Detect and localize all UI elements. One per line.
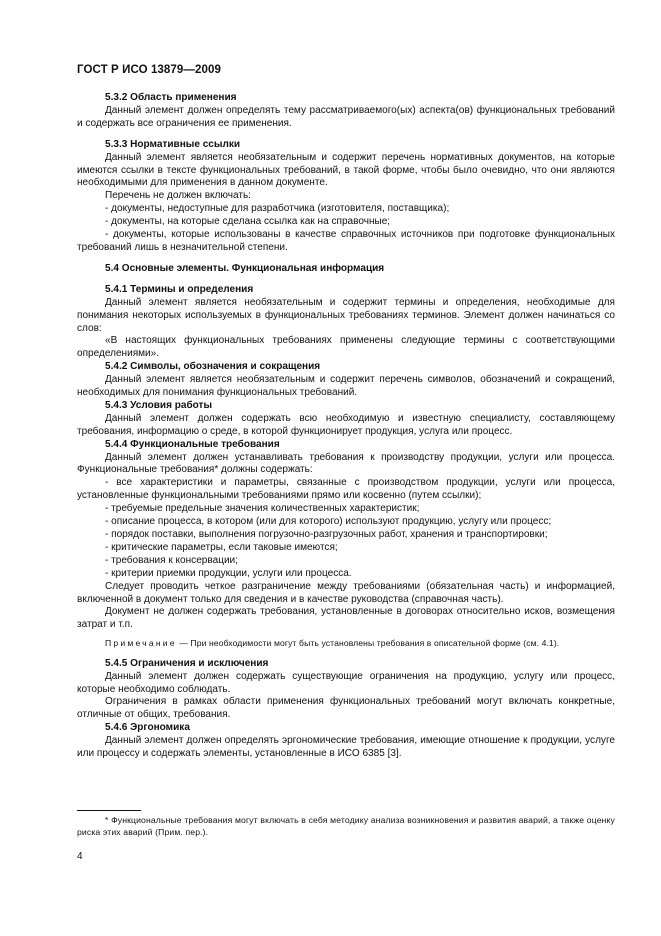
list-item: - требования к консервации; [105,554,238,566]
section-heading: 5.3.3 Нормативные ссылки [105,138,241,150]
list-item: - документы, недоступные для разработчика (изготовителя, поставщика); [105,203,450,215]
paragraph: Данный элемент является необязательным и содержит перечень символов, обозначений и сокращений, необходимых для понимания функциональных требований. [77,374,615,399]
list-item: - описание процесса, в котором (или для которого) используют продукцию, услугу или процесс; [105,516,552,528]
footnote: * Функциональные требования могут включать в себя методику анализа возникновения и развития аварий, а также оценку риска этих аварий (Прим. пер.). [77,815,615,837]
list-item: - документы, которые использованы в качестве справочных источников при подготовке функциональных требований лишь в незначительной степени. [77,229,615,253]
paragraph: Следует проводить четкое разграничение между требованиями (обязательная часть) и информацией, включенной в документ только для сведения и в качестве руководства (справочная часть). [77,580,615,605]
section-heading: 5.4.6 Эргономика [105,722,190,734]
paragraph: Данный элемент является необязательным и содержит перечень нормативных документов, на которые имеются ссылки в тексте функциональных требований, в такой форме, чтобы было очевидно, что они являются необходимыми для применения в данном документе. [77,151,615,189]
section-heading: 5.4.2 Символы, обозначения и сокращения [105,361,321,373]
section-heading: 5.3.2 Область применения [105,92,237,103]
paragraph: Данный элемент должен определять эргономические требования, имеющие отношение к продукции, услуге или процессу и содержать элементы, установленные в ИСО 6385 [3]. [77,735,615,760]
paragraph: Данный элемент должен устанавливать требования к производству продукции, услуги или процесса. Функциональные требования* должны содержать: [77,451,615,476]
footnote-separator [77,810,141,811]
document-body [77,92,615,761]
list-item: - критические параметры, если таковые имеются; [105,541,338,553]
paragraph: Перечень не должен включать: [105,190,251,202]
list-item: - критерии приемки продукции, услуги или процесса. [105,567,352,579]
section-heading: 5.4.4 Функциональные требования [105,438,280,450]
section-heading: 5.4 Основные элементы. Функциональная информация [105,262,385,274]
list-item: - все характеристики и параметры, связанные с производством продукции, услуги или процесса, установленные функциональными требованиями прямо или косвенно (путем ссылки); [77,477,615,502]
section-heading: 5.4.5 Ограничения и исключения [105,657,269,669]
note-text: — При необходимости могут быть установлены требования в описательной форме (см. 4.1). [176,638,560,649]
section-heading: 5.4.3 Условия работы [105,399,213,411]
note [77,638,615,650]
note-label: Примечание [105,638,177,649]
document-header: ГОСТ Р ИСО 13879—2009 [77,64,222,76]
paragraph: «В настоящих функциональных требованиях применены следующие термины с соответствующими определениями». [77,335,615,360]
list-item: - требуемые предельные значения количественных характеристик; [105,503,420,515]
paragraph: Данный элемент должен содержать всю необходимую и известную специалисту, составляющему требования, информацию о среде, в которой функционирует продукция, услуга или процесс. [77,412,615,437]
page-number: 4 [77,851,83,862]
list-item: - порядок поставки, выполнения погрузочно-разгрузочных работ, хранения и транспортировки; [105,529,548,540]
paragraph: Данный элемент является необязательным и содержит термины и определения, необходимые для понимания некоторых используемых в функциональных требованиях терминов. Элемент должен начинаться со слов: [77,296,615,334]
section-heading: 5.4.1 Термины и определения [105,283,254,295]
paragraph: Данный элемент должен содержать существующие ограничения на продукцию, услугу или процесс, которые необходимо соблюдать. [77,670,615,695]
paragraph: Документ не должен содержать требования, установленные в договорах относительно исков, возмещения затрат и т.п. [77,606,615,631]
list-item: - документы, на которые сделана ссылка как на справочные; [105,216,391,228]
paragraph: Ограничения в рамках области применения функциональных требований могут включать конкретные, отличные от общих, требования. [77,696,615,721]
paragraph: Данный элемент должен определять тему рассматриваемого(ых) аспекта(ов) функциональных требований и содержать все ограничения ее применения. [77,104,615,129]
